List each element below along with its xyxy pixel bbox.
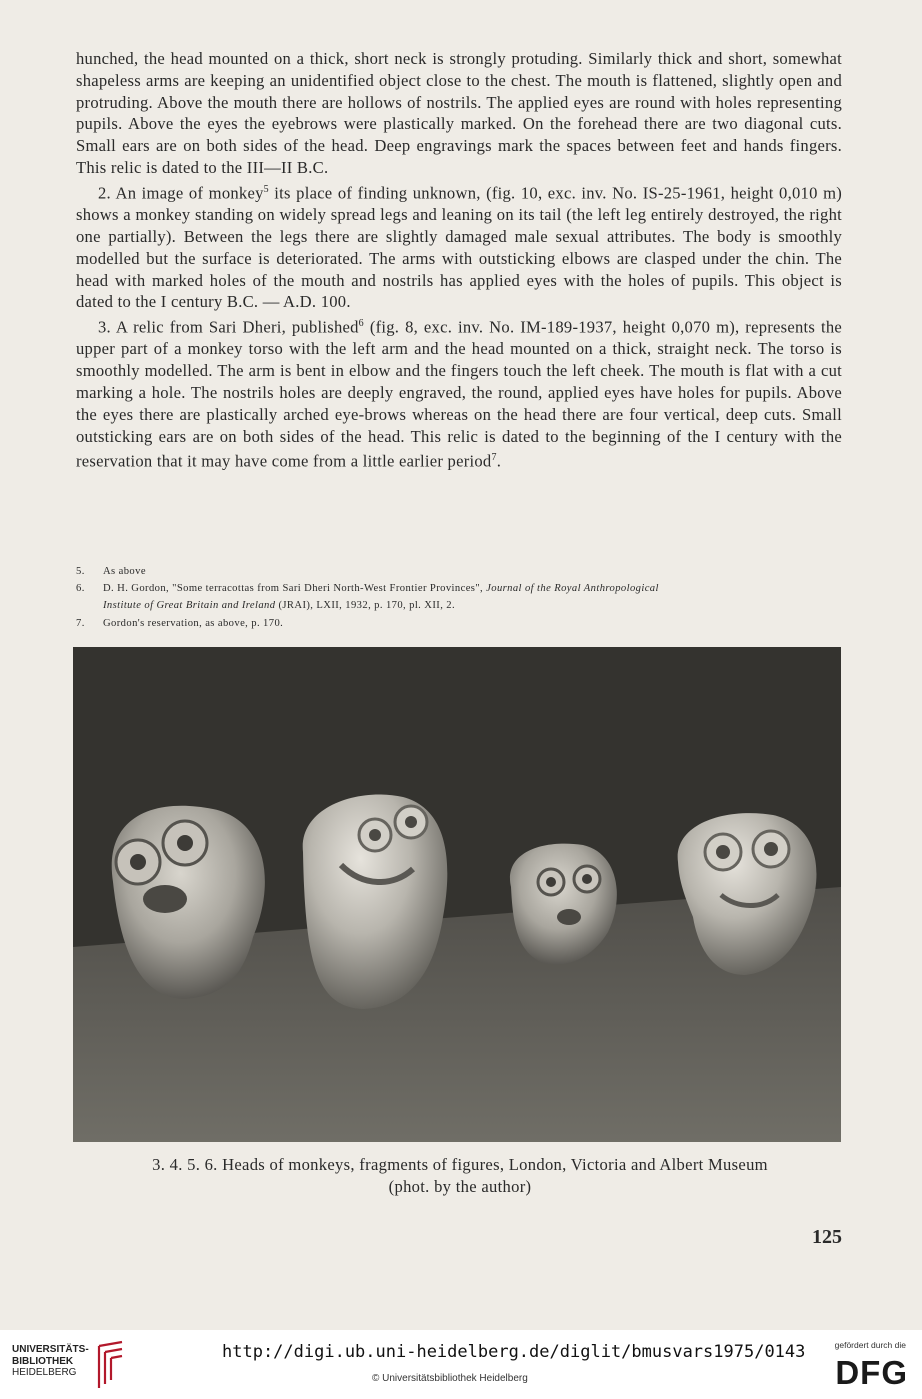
footer-bar <box>0 1330 922 1399</box>
paragraph-3-text-a: 3. A relic from Sari Dheri, published <box>98 317 359 337</box>
caption-line-2: (phot. by the author) <box>388 1177 532 1196</box>
dfg-logo[interactable]: DFG <box>835 1354 908 1391</box>
footnote-7-text: Gordon's reservation, as above, p. 170. <box>103 617 284 629</box>
footnote-5-number: 5. <box>76 566 85 577</box>
footnote-6-text-a: D. H. Gordon, "Some terracottas from Sari Dheri North-West Frontier Provinces", <box>103 583 487 595</box>
permalink-url[interactable]: http://digi.ub.uni-heidelberg.de/diglit/bmusvars1975/0143 <box>222 1342 806 1362</box>
footnote-ref-6[interactable]: 6 <box>358 318 364 330</box>
body-text <box>76 48 842 473</box>
library-line-1: UNIVERSITÄTS- <box>12 1344 89 1355</box>
footnote-6-continuation <box>76 597 846 614</box>
library-logo-icon <box>96 1340 126 1392</box>
funding-label: gefördert durch die <box>834 1340 906 1350</box>
footnote-5-text: As above <box>103 566 146 577</box>
paragraph-2-text-b: its place of finding unknown, (fig. 10, exc. inv. No. IS-25-1961, height 0,010 m) shows a monkey standing on widely spread legs and leaning on its tail (the left leg entirely destroyed, the right one partially). Between the legs there are slightly damaged male sexual attributes. The body is smoothly modelled but the surface is deteriorated. The arms with outsticking elbows are clasped under the chin. The head with marked holes of the mouth and nostrils has applied eyes with the holes of pupils. This object is dated to the I century B.C. — A.D. 100. <box>76 183 842 312</box>
paragraph-3 <box>76 313 842 473</box>
paragraph-1-text: hunched, the head mounted on a thick, short neck is strongly protuding. Similarly thick and short, somewhat shapeless arms are keeping an unidentified object close to the chest. The mouth is flattened, slightly open and protruding. Above the mouth there are hollows of nostrils. The applied eyes are round with holes representing pupils. Above the eyes the eyebrows were plastically marked. On the forehead there are two diagonal cuts. Small ears are on both sides of the head. Deep engravings mark the spaces between feet and hands fingers. This relic is dated to the III—II B.C. <box>76 49 842 177</box>
page-number: 125 <box>812 1226 842 1248</box>
footnote-6-number: 6. <box>76 583 85 595</box>
footnote-6-text-b: (JRAI), LXII, 1932, p. 170, pl. XII, 2. <box>275 600 456 612</box>
footnote-6-journal-cont: Institute of Great Britain and Ireland <box>103 600 276 612</box>
footnote-ref-5[interactable]: 5 <box>263 183 269 195</box>
monkey-heads-illustration <box>73 647 841 1142</box>
footnotes <box>76 563 846 632</box>
paragraph-2-text-a: 2. An image of monkey <box>98 183 264 203</box>
footnote-ref-7[interactable]: 7 <box>491 452 497 464</box>
footnote-7 <box>76 615 846 632</box>
footnote-6 <box>76 580 846 597</box>
paragraph-3-end: . <box>496 451 502 471</box>
copyright-notice: © Universitätsbibliothek Heidelberg <box>372 1373 528 1384</box>
footnote-5 <box>76 563 846 580</box>
paragraph-2 <box>76 179 842 313</box>
figure-caption <box>76 1154 844 1198</box>
paragraph-1 <box>76 48 842 179</box>
paragraph-3-text-b: (fig. 8, exc. inv. No. IM-189-1937, height 0,070 m), represents the upper part of a monkey torso with the left arm and the head mounted on a thick, straight neck. The torso is smoothly modelled. The arm is bent in elbow and the fingers touch the left cheek. The mouth is flat with a cut marking a hole. The nostrils holes are deeply engraved, the round, applied eyes have holes for pupils. Above the eyes there are plastically arched eye-brows whereas on the head there are four vertical, deep cuts. Small outsticking ears are on both sides of the head. This relic is dated to the beginning of the I century with the reservation that it may have come from a little earlier period <box>76 317 842 471</box>
caption-line-1: 3. 4. 5. 6. Heads of monkeys, fragments of figures, London, Victoria and Albert Museum <box>152 1155 768 1174</box>
library-line-3: HEIDELBERG <box>12 1367 77 1378</box>
library-name <box>12 1344 89 1379</box>
library-line-2: BIBLIOTHEK <box>12 1355 74 1367</box>
figure-photo-monkey-heads <box>73 647 841 1142</box>
footnote-7-number: 7. <box>76 617 85 629</box>
footnote-6-journal: Journal of the Royal Anthropological <box>486 583 659 595</box>
